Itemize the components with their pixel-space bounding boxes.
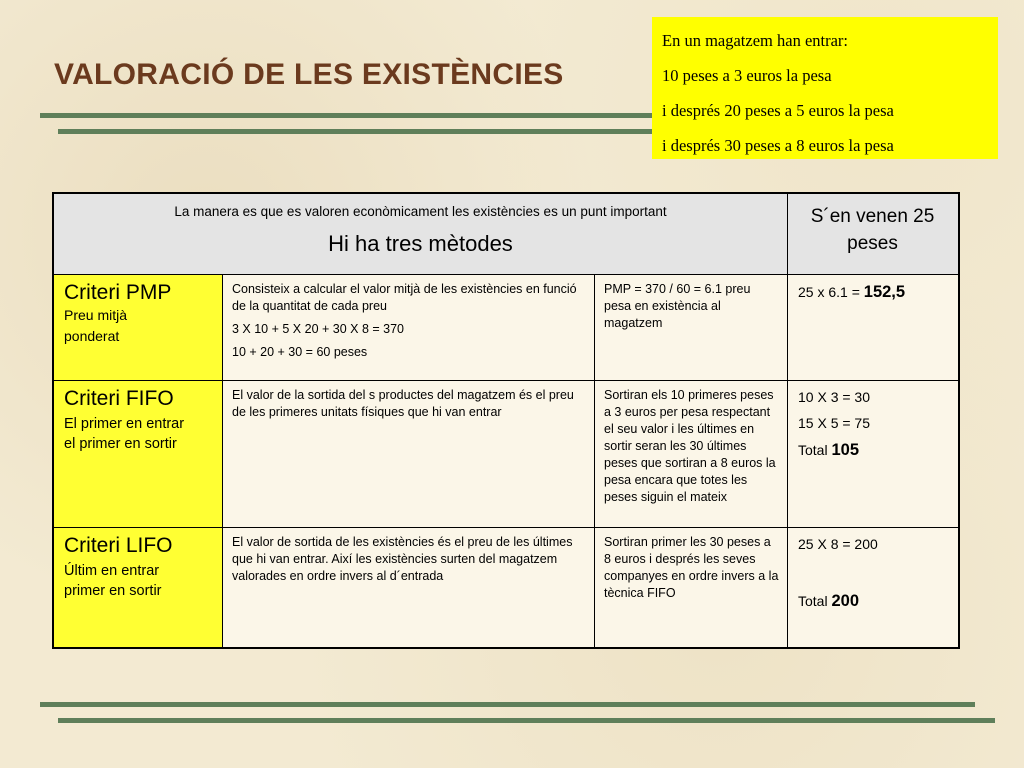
- problem-statement-box: [652, 17, 998, 159]
- criterion-result: 25 x 6.1 = 152,5: [798, 283, 906, 301]
- criterion-explanation: Sortiran primer les 30 peses a 8 euros i després les seves companyes en ordre invers a la tècnica FIFO: [604, 535, 779, 600]
- result-value: 200: [831, 592, 859, 610]
- problem-line: 10 peses a 3 euros la pesa: [662, 66, 832, 85]
- title-underline-bottom: [58, 129, 652, 134]
- problem-line: i després 30 peses a 8 euros la pesa: [662, 136, 894, 155]
- problem-line: En un magatzem han entrar:: [662, 31, 849, 50]
- page-title: VALORACIÓ DE LES EXISTÈNCIES: [54, 58, 564, 91]
- criterion-name: Criteri FIFO: [64, 387, 174, 410]
- intro-text: La manera es que es valoren econòmicament les existències es un punt important: [174, 204, 667, 219]
- problem-line: i després 20 peses a 5 euros la pesa: [662, 101, 894, 120]
- criterion-description: Consisteix a calcular el valor mitjà de les existències en funció de la quantitat de cada preu 3 X 10 + 5 X 20 + 30 X 8 = 370 10 + 20 + 30 = 60 peses: [232, 282, 577, 359]
- criterion-name: Criteri LIFO: [64, 534, 173, 557]
- footer-rule-bottom: [58, 718, 995, 723]
- criterion-fifo: [54, 381, 222, 527]
- criterion-name: Criteri PMP: [64, 281, 172, 304]
- criterion-subtitle: Últim en entrar primer en sortir: [64, 563, 162, 599]
- criterion-explanation: PMP = 370 / 60 = 6.1 preu pesa en existència al magatzem: [604, 282, 751, 330]
- criterion-result: 25 X 8 = 200 Total 200: [798, 536, 878, 610]
- criterion-subtitle: El primer en entrar el primer en sortir: [64, 416, 185, 452]
- criterion-lifo: [54, 528, 222, 647]
- result-value: 105: [831, 441, 859, 459]
- methods-heading: Hi ha tres mètodes: [328, 231, 513, 256]
- table-header-intro: [54, 194, 787, 274]
- footer-rule-top: [40, 702, 975, 707]
- criterion-description: El valor de sortida de les existències és el preu de les últimes que hi van entrar. Així les existències surten del magatzem valorades en ordre invers al d´entrada: [232, 535, 573, 583]
- criterion-subtitle: Preu mitjà ponderat: [64, 307, 128, 344]
- criterion-description: El valor de la sortida del s productes del magatzem és el preu de les primeres unitats físiques que hi van entrar: [232, 388, 574, 419]
- title-underline-top: [40, 113, 652, 118]
- result-value: 152,5: [863, 283, 906, 301]
- criterion-explanation: Sortiran els 10 primeres peses a 3 euros per pesa respectant el seu valor i les últimes en sortir seran les 30 últimes peses que sortiran a 8 euros la pesa encara que totes les peses siguin el mateix: [604, 388, 776, 504]
- sold-quantity-heading: S´en venen 25 peses: [787, 194, 958, 274]
- valuation-table: [52, 192, 960, 649]
- criterion-result: 10 X 3 = 30 15 X 5 = 75 Total 105: [798, 389, 871, 459]
- criterion-pmp: [54, 275, 222, 380]
